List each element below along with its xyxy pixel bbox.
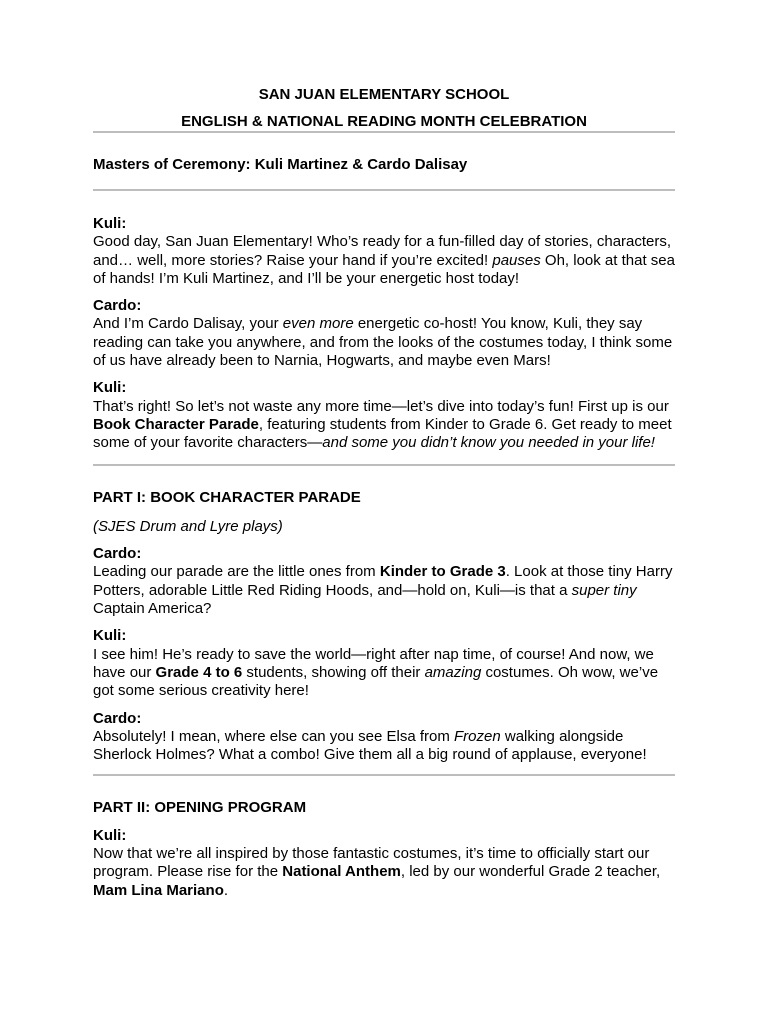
dialogue-cardo-parade-2 — [93, 710, 675, 765]
text-run: That’s right! So let’s not waste any more time—let’s dive into today’s fun! First up is our — [93, 397, 669, 415]
divider — [93, 189, 675, 191]
text-run: energetic co-host! You know, Kuli, they say reading can take you anywhere, and from the looks of the costumes today, I think some of us have already been to Narnia, Hogwarts, and maybe even Mars! — [93, 315, 673, 370]
text-run-italic: (SJES Drum and Lyre plays) — [93, 517, 283, 535]
school-title: SAN JUAN ELEMENTARY SCHOOL — [258, 86, 510, 103]
text-run: And I’m Cardo Dalisay, your — [93, 315, 283, 333]
divider — [93, 464, 675, 466]
text-run-bold: Mam Lina Mariano — [93, 881, 224, 899]
divider — [93, 774, 675, 776]
dialogue-text — [93, 563, 675, 618]
text-run-bold: Kinder to Grade 3 — [379, 563, 506, 581]
speaker-label: Cardo: — [93, 709, 142, 727]
text-run: walking alongside Sherlock Holmes? What a combo! Give them all a big round of applause, everyone! — [93, 727, 647, 764]
part2-heading: PART II: OPENING PROGRAM — [93, 799, 307, 817]
text-run: , led by our wonderful Grade 2 teacher, — [400, 863, 661, 881]
stage-direction — [93, 518, 675, 536]
text-run-italic: and some you didn’t know you needed in your life! — [322, 434, 655, 452]
text-run: Leading our parade are the little ones from — [93, 563, 380, 581]
dialogue-cardo-parade — [93, 545, 675, 618]
text-run-italic: pauses — [492, 251, 541, 269]
part1-heading: PART I: BOOK CHARACTER PARADE — [93, 488, 361, 506]
text-run-italic: super tiny — [571, 581, 637, 599]
dialogue-text — [93, 646, 675, 701]
speaker-label: Kuli: — [93, 627, 127, 645]
speaker-label: Kuli: — [93, 215, 127, 232]
dialogue-kuli-opening — [93, 827, 675, 900]
dialogue-text — [93, 728, 675, 765]
text-run: . — [223, 881, 229, 899]
dialogue-kuli-intro-2 — [93, 379, 675, 452]
text-run-bold: Book Character Parade — [93, 415, 259, 433]
text-run: , featuring students from Kinder to Grade 6. Get ready to meet some of your favorite characters— — [93, 415, 672, 452]
speaker-label: Cardo: — [93, 297, 142, 315]
masters-of-ceremony: Masters of Ceremony: Kuli Martinez & Cardo Dalisay — [93, 156, 468, 173]
text-run: Oh, look at that sea of hands! I’m Kuli Martinez, and I’ll be your energetic host today! — [93, 251, 675, 287]
text-run-italic: even more — [282, 315, 354, 333]
dialogue-text — [93, 315, 675, 370]
text-run: costumes. Oh wow, we’ve got some serious creativity here! — [93, 663, 659, 700]
text-run: Now that we’re all inspired by those fantastic costumes, it’s time to officially start our program. Please rise for the — [93, 845, 650, 881]
event-title: ENGLISH & NATIONAL READING MONTH CELEBRATION — [181, 113, 587, 130]
dialogue-text — [93, 233, 675, 288]
text-run: . Look at those tiny Harry Potters, adorable Little Red Riding Hoods, and—hold on, Kuli—is that a — [93, 563, 673, 599]
text-run: Good day, San Juan Elementary! Who’s ready for a fun-filled day of stories, characters, and… well, more stories? Raise your hand if you’re excited! — [93, 233, 672, 269]
text-run: I see him! He’s ready to save the world—right after nap time, of course! And now, we have our — [93, 645, 654, 681]
text-run-bold: Grade 4 to 6 — [155, 663, 243, 681]
text-run-bold: National Anthem — [282, 863, 401, 881]
dialogue-text — [93, 845, 675, 900]
text-run-italic: amazing — [424, 663, 482, 681]
speaker-label: Cardo: — [93, 545, 142, 563]
dialogue-text — [93, 398, 675, 453]
text-run: Absolutely! I mean, where else can you see Elsa from — [93, 727, 455, 745]
text-run-italic: Frozen — [454, 727, 501, 745]
dialogue-kuli-intro — [93, 215, 675, 288]
divider — [93, 131, 675, 133]
script-content — [93, 86, 675, 900]
speaker-label: Kuli: — [93, 826, 127, 844]
text-run: Captain America? — [93, 600, 212, 618]
speaker-label: Kuli: — [93, 379, 127, 397]
text-run: students, showing off their — [242, 663, 425, 681]
dialogue-kuli-parade — [93, 627, 675, 700]
dialogue-cardo-intro — [93, 297, 675, 370]
